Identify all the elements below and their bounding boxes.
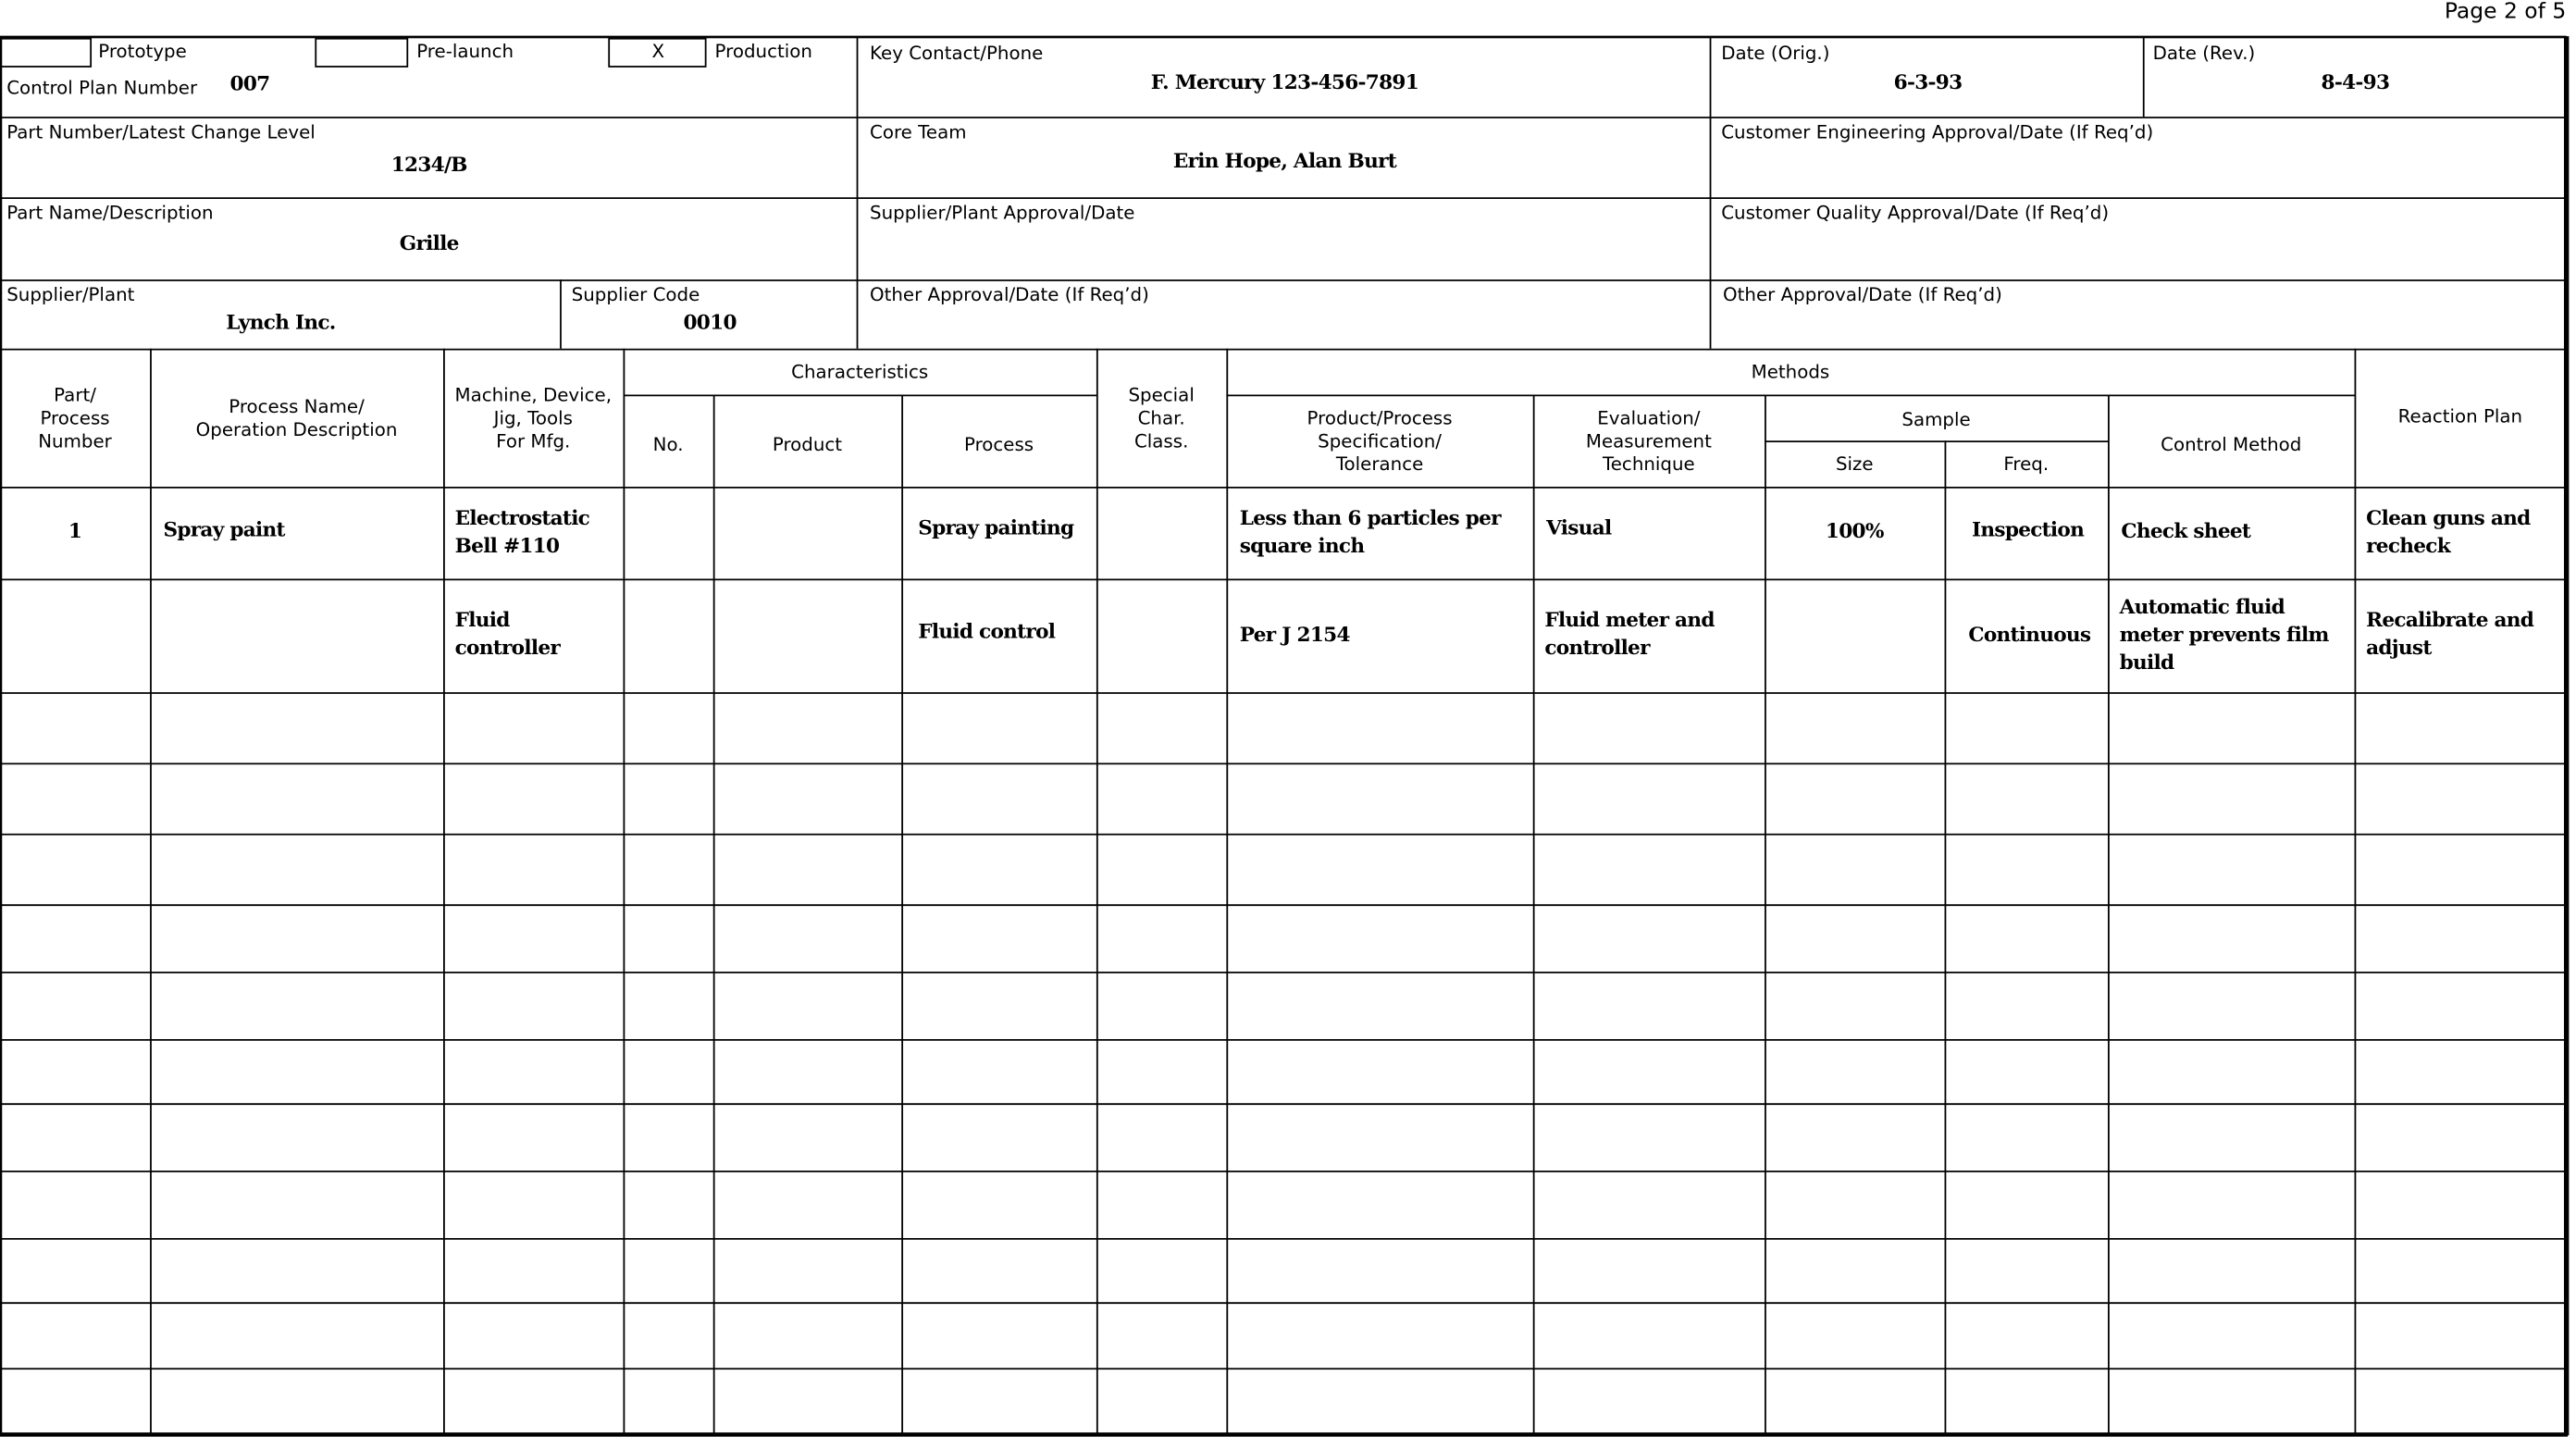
col-methods: Methods [1751, 361, 1830, 384]
part-name-value[interactable]: Grille [399, 231, 459, 255]
key-contact-value[interactable]: F. Mercury 123-456-7891 [1150, 70, 1419, 94]
col-characteristics: Characteristics [791, 361, 929, 384]
row2-machine[interactable]: Fluid controller [454, 608, 561, 660]
supplier-plant-value[interactable]: Lynch Inc. [226, 310, 336, 334]
page-number: Page 2 of 5 [2444, 0, 2567, 25]
row2-evaluation[interactable]: Fluid meter and controller [1544, 608, 1715, 660]
control-plan-number-value[interactable]: 007 [229, 72, 270, 96]
part-number-value[interactable]: 1234/B [390, 153, 467, 177]
row2-control-method[interactable]: Automatic fluid meter prevents film build [2119, 595, 2329, 675]
row1-spec[interactable]: Less than 6 particles per square inch [1239, 506, 1501, 558]
row2-sample-freq[interactable]: Continuous [1968, 623, 2091, 647]
col-reaction-plan: Reaction Plan [2397, 405, 2523, 427]
row2-spec[interactable]: Per J 2154 [1239, 623, 1350, 647]
other-approval-1-label: Other Approval/Date (If Req’d) [870, 284, 1149, 306]
col-sample: Sample [1901, 409, 1971, 431]
row1-control-method[interactable]: Check sheet [2121, 519, 2251, 543]
row1-reaction-plan[interactable]: Clean guns and recheck [2366, 506, 2531, 558]
customer-engineering-approval-label: Customer Engineering Approval/Date (If Req’d) [1721, 121, 2154, 143]
production-label: Production [714, 41, 812, 63]
pre-launch-label: Pre-launch [416, 41, 514, 63]
col-machine-device: Machine, Device, Jig, Tools For Mfg. [454, 384, 613, 452]
col-sample-size: Size [1835, 453, 1874, 476]
row1-process[interactable]: Spray painting [918, 515, 1074, 539]
row2-process[interactable]: Fluid control [918, 619, 1056, 643]
part-name-label: Part Name/Description [6, 202, 214, 224]
supplier-code-value[interactable]: 0010 [683, 310, 737, 334]
other-approval-2-label: Other Approval/Date (If Req’d) [1723, 284, 2002, 306]
supplier-plant-approval-label: Supplier/Plant Approval/Date [870, 202, 1135, 224]
row2-reaction-plan[interactable]: Recalibrate and adjust [2366, 608, 2534, 660]
row1-sample-freq[interactable]: Inspection [1971, 517, 2085, 541]
key-contact-label: Key Contact/Phone [870, 43, 1044, 65]
date-rev-label: Date (Rev.) [2152, 43, 2256, 65]
supplier-plant-label: Supplier/Plant [6, 284, 135, 306]
col-part-process-number: Part/ Process Number [38, 384, 112, 452]
col-no: No. [652, 434, 684, 456]
row1-evaluation[interactable]: Visual [1546, 515, 1612, 539]
control-plan-number-label: Control Plan Number [6, 77, 198, 99]
col-special-char-class: Special Char. Class. [1128, 384, 1195, 452]
row1-sample-size[interactable]: 100% [1825, 519, 1884, 543]
date-orig-value[interactable]: 6-3-93 [1893, 70, 1963, 94]
col-control-method: Control Method [2161, 434, 2302, 456]
supplier-code-label: Supplier Code [571, 284, 700, 306]
row1-process-name[interactable]: Spray paint [163, 517, 285, 541]
col-process-name: Process Name/ Operation Description [195, 396, 398, 441]
row1-machine[interactable]: Electrostatic Bell #110 [454, 506, 590, 558]
production-checkbox-mark[interactable]: X [651, 41, 665, 63]
core-team-label: Core Team [870, 121, 967, 143]
prototype-label: Prototype [98, 41, 187, 63]
row1-part-number[interactable]: 1 [68, 519, 82, 543]
col-process: Process [963, 434, 1034, 456]
col-product: Product [772, 434, 843, 456]
prototype-checkbox[interactable] [5, 40, 88, 65]
date-orig-label: Date (Orig.) [1721, 43, 1830, 65]
empty-rows-area[interactable] [0, 694, 2566, 1434]
col-sample-freq: Freq. [2003, 453, 2050, 476]
col-evaluation-technique: Evaluation/ Measurement Technique [1585, 407, 1712, 476]
core-team-value[interactable]: Erin Hope, Alan Burt [1172, 149, 1397, 173]
customer-quality-approval-label: Customer Quality Approval/Date (If Req’d) [1721, 202, 2110, 224]
date-rev-value[interactable]: 8-4-93 [2321, 70, 2390, 94]
part-number-label: Part Number/Latest Change Level [6, 121, 316, 143]
pre-launch-checkbox[interactable] [320, 40, 403, 65]
col-spec-tolerance: Product/Process Specification/ Tolerance [1307, 407, 1453, 476]
